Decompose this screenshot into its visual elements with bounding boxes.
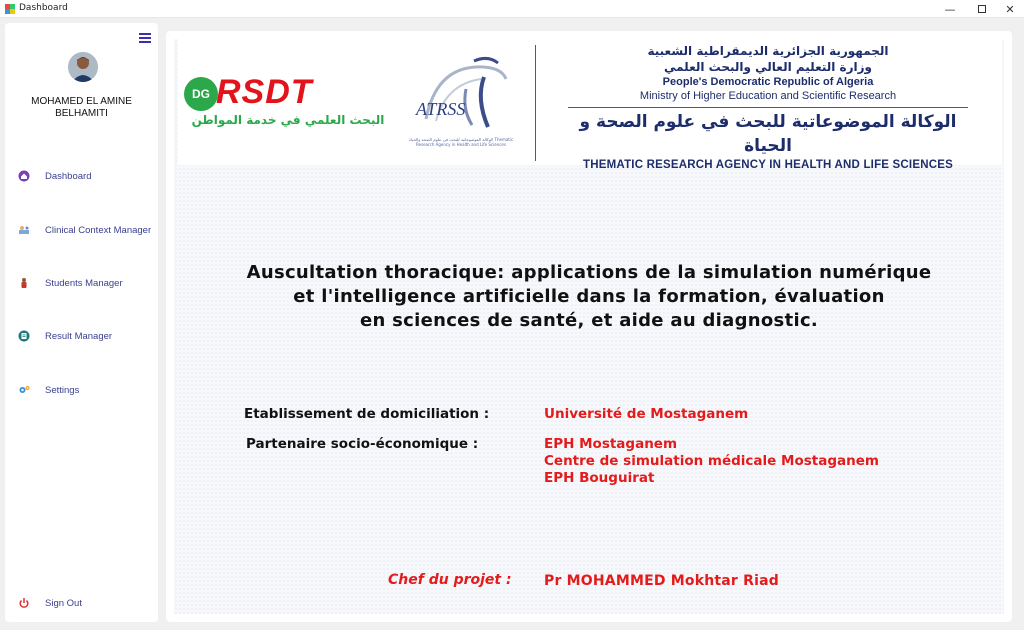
atrss-mark: ATRSS xyxy=(416,99,466,119)
project-card xyxy=(174,39,1004,614)
rsdt-wordmark: RSDT xyxy=(216,73,313,111)
app-icon xyxy=(5,4,15,14)
agency-header xyxy=(568,43,968,172)
minimize-button[interactable] xyxy=(935,0,965,18)
window-title-bar xyxy=(0,0,1024,18)
rsdt-logo xyxy=(184,73,394,133)
etablissement-value: Université de Mostaganem xyxy=(544,406,749,422)
partner-list xyxy=(544,436,879,487)
avatar xyxy=(68,52,98,82)
chef-label: Chef du projet : xyxy=(388,572,512,588)
project-title-line: en sciences de santé, et aide au diagnostic. xyxy=(359,310,819,331)
home-icon xyxy=(18,170,30,182)
sidebar-item-result-manager[interactable] xyxy=(5,325,158,347)
user-name: MOHAMED EL AMINE BELHAMITI xyxy=(31,96,132,119)
students-icon xyxy=(18,277,30,289)
power-icon xyxy=(18,597,30,609)
partner-item: EPH Mostaganem xyxy=(544,436,678,452)
sidebar-item-label: Result Manager xyxy=(45,330,113,342)
header-divider xyxy=(535,45,536,161)
stethoscope-icon xyxy=(18,224,30,236)
republic-arabic: الجمهورية الجزائرية الديمقراطية الشعبية xyxy=(647,44,889,58)
sidebar-item-label: Clinical Context Manager xyxy=(45,224,152,236)
atrss-caption: الوكالة الموضوعاتية للبحث في علوم الصحة والحياة Thematic Research Agency in Health and Life Sciences xyxy=(408,137,514,147)
dg-badge: DG xyxy=(184,77,218,111)
ministry-english: Ministry of Higher Education and Scientific Research xyxy=(639,90,897,102)
rsdt-slogan: البحث العلمي في خدمة المواطن xyxy=(191,113,385,127)
agency-rule xyxy=(568,107,968,108)
maximize-icon xyxy=(978,5,986,13)
partenaire-label: Partenaire socio-économique : xyxy=(246,436,479,452)
atrss-logo xyxy=(406,49,524,159)
project-title-line: Auscultation thoracique: applications de la simulation numérique xyxy=(246,262,932,283)
sidebar-item-dashboard[interactable] xyxy=(5,165,158,187)
header-logos xyxy=(178,39,1002,171)
sidebar-item-label: Dashboard xyxy=(45,170,92,182)
gear-icon xyxy=(18,384,30,396)
close-button[interactable] xyxy=(995,0,1024,18)
minimize-icon: — xyxy=(944,2,956,16)
sidebar-item-settings[interactable] xyxy=(5,379,158,401)
project-title xyxy=(174,261,1004,333)
sidebar-item-label: Settings xyxy=(45,384,80,396)
sidebar-item-students-manager[interactable] xyxy=(5,272,158,294)
close-icon: ✕ xyxy=(1005,2,1015,16)
chef-value: Pr MOHAMMED Mokhtar Riad xyxy=(544,573,779,589)
sign-out-label: Sign Out xyxy=(45,597,82,609)
partner-item: Centre de simulation médicale Mostaganem xyxy=(544,453,879,469)
menu-toggle-icon[interactable] xyxy=(139,33,151,43)
ministry-arabic: وزارة التعليم العالي والبحث العلمي xyxy=(663,60,873,74)
sidebar-item-clinical-context-manager[interactable] xyxy=(5,219,158,241)
sign-out-button[interactable] xyxy=(5,592,158,614)
main-panel xyxy=(166,31,1012,622)
sidebar-item-label: Students Manager xyxy=(45,277,123,289)
maximize-button[interactable] xyxy=(967,0,997,18)
window-title: Dashboard xyxy=(19,3,68,13)
agency-arabic: الوكالة الموضوعاتية للبحث في علوم الصحة و الحياة xyxy=(579,112,957,156)
republic-english: People's Democratic Republic of Algeria xyxy=(662,76,874,88)
results-icon xyxy=(18,330,30,342)
sidebar xyxy=(5,23,158,622)
agency-english: THEMATIC RESEARCH AGENCY IN HEALTH AND LIFE SCIENCES xyxy=(583,159,953,171)
etablissement-label: Etablissement de domiciliation : xyxy=(244,406,490,422)
partner-item: EPH Bouguirat xyxy=(544,470,655,486)
project-title-line: et l'intelligence artificielle dans la formation, évaluation xyxy=(293,286,885,307)
